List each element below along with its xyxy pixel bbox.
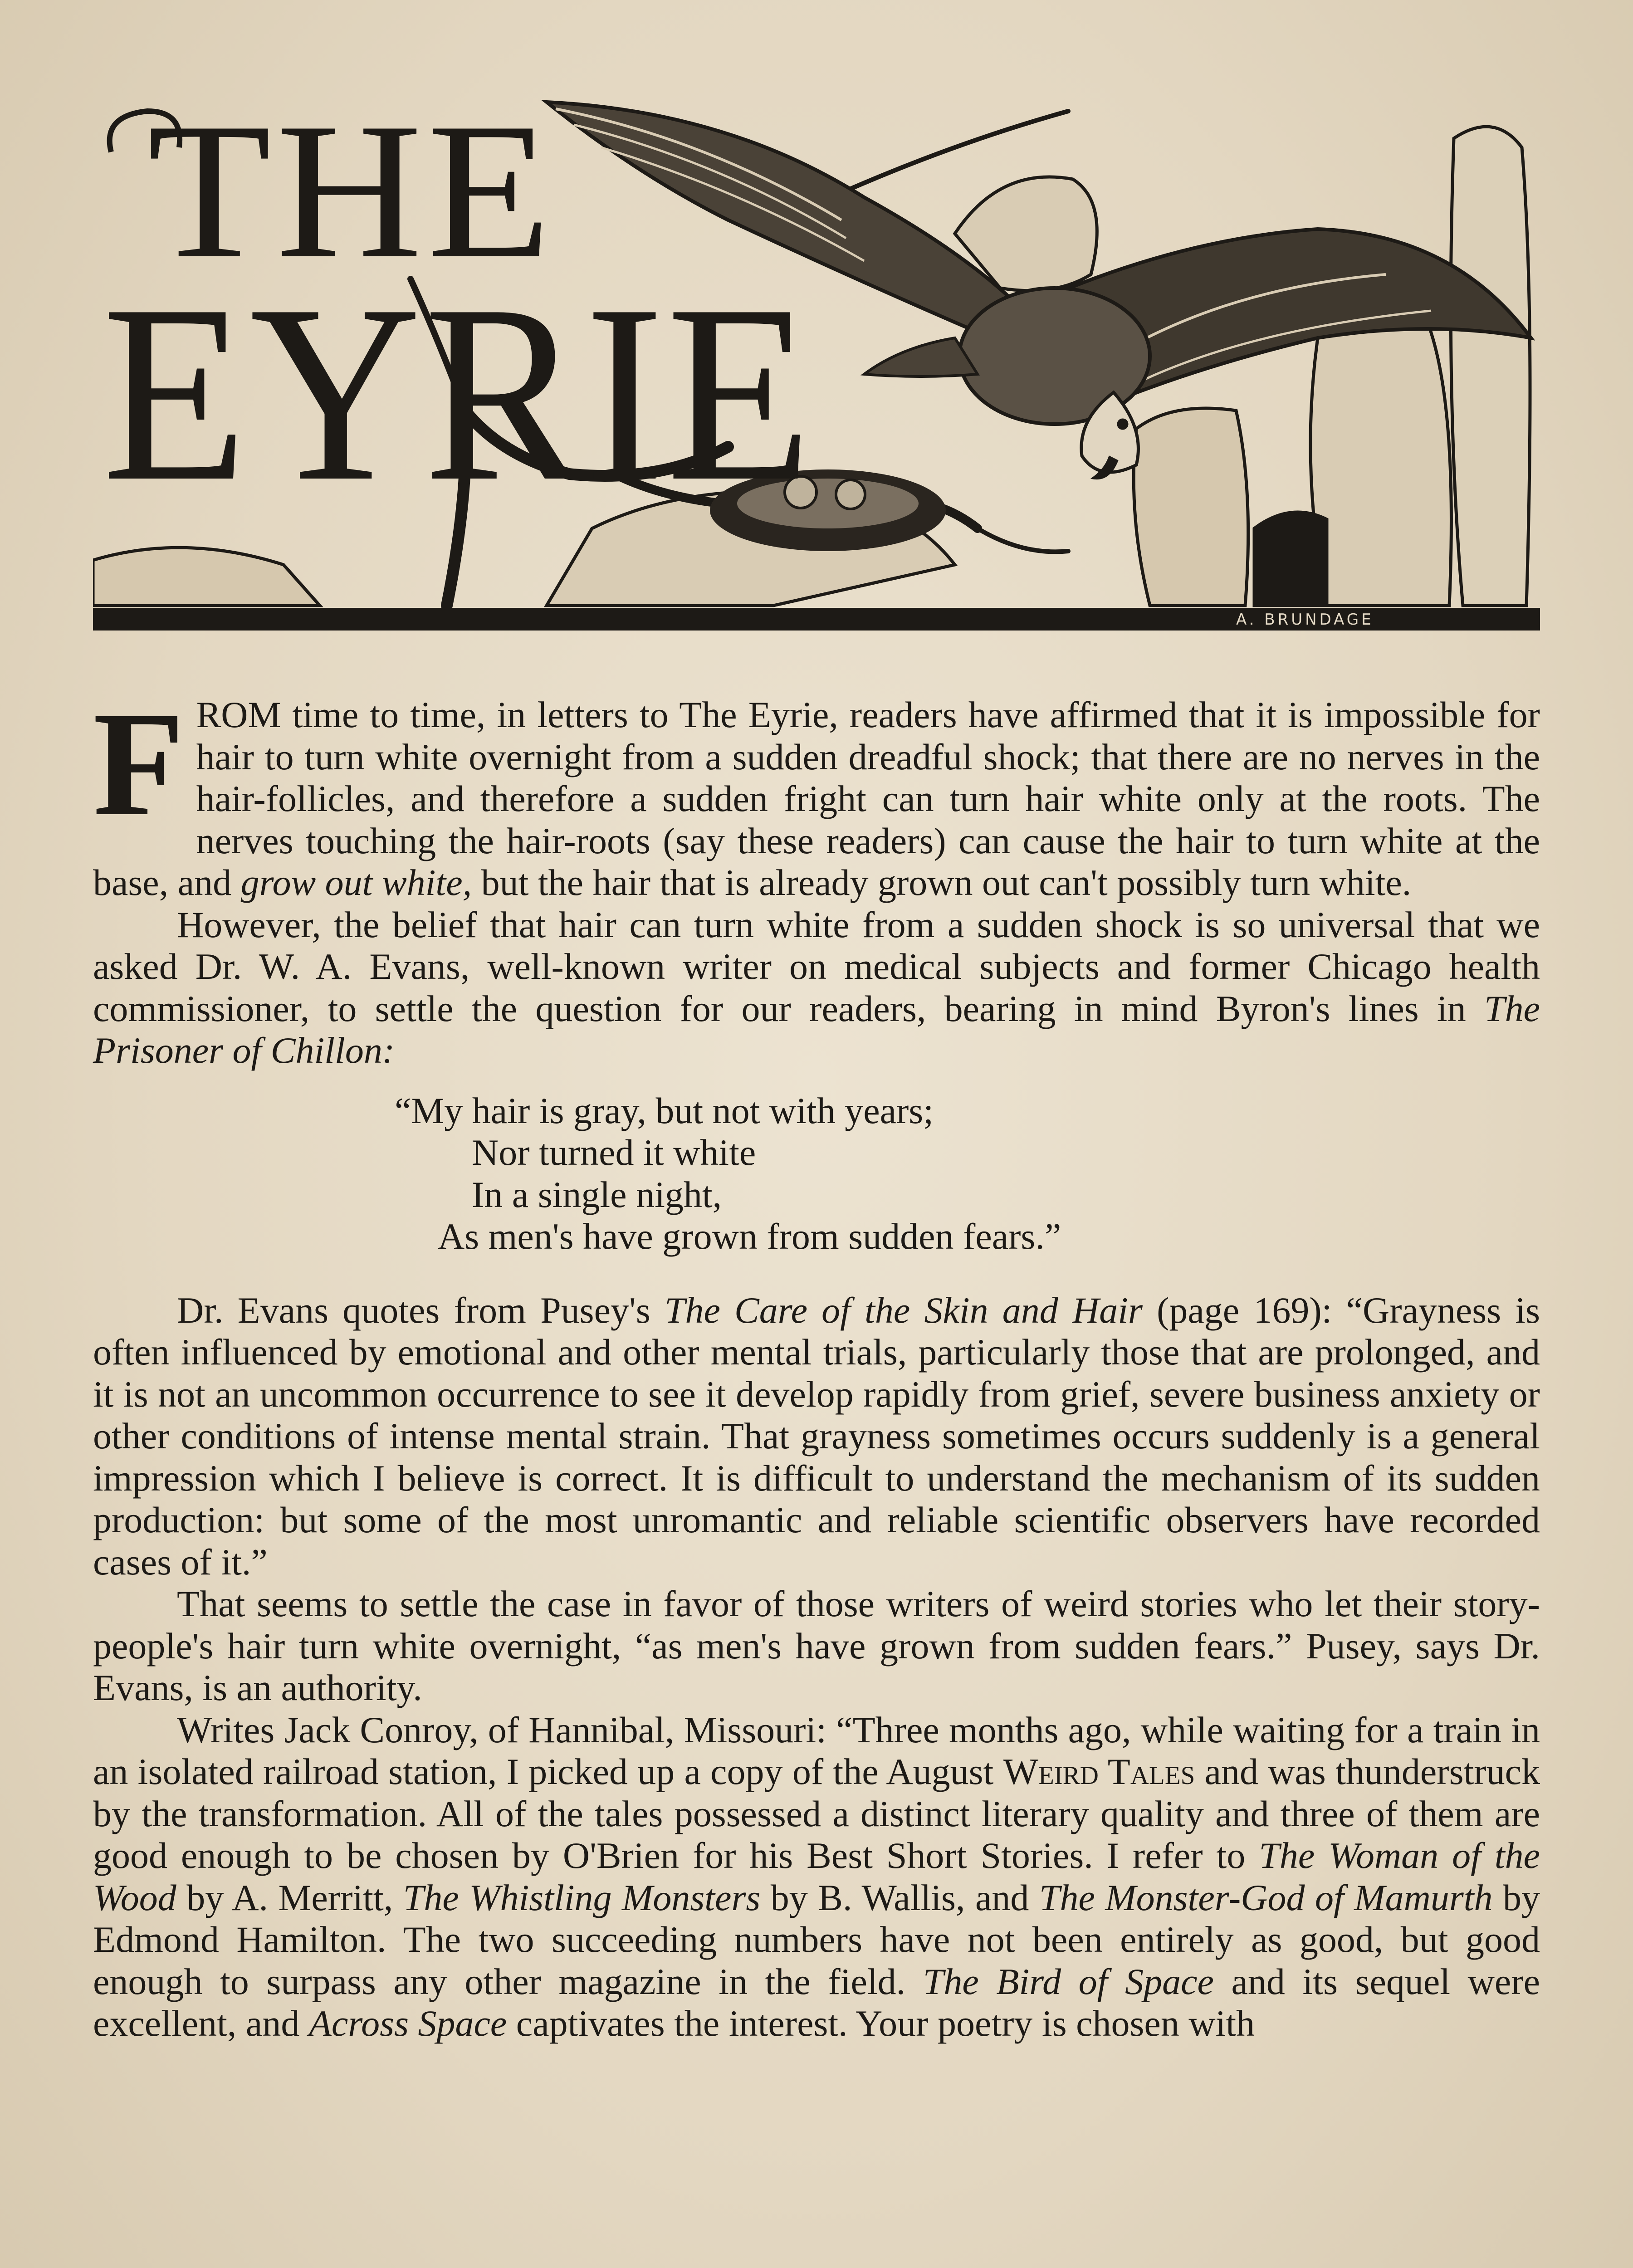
paragraph-text: (page 169): “Grayness is often influenced by emotional and other mental trials, particularly those that are prolonged, and it is not an uncommon occurrence to see it develop rapidly from grief, severe business anxiety or other conditions of intense mental strain. That grayness sometimes occurs suddenly is a general impression which I believe is correct. It is difficult to understand the mechanism of its sudden production: but some of the most unromantic and reliable scientific observers have recorded cases of it.” bbox=[93, 1289, 1540, 1583]
poem-line: As men's have grown from sudden fears.” bbox=[438, 1216, 1061, 1257]
paragraph-text: and its sequel were excellent, and bbox=[93, 1960, 1540, 2044]
article-body bbox=[93, 681, 1540, 2045]
drop-cap: F bbox=[93, 681, 185, 847]
paragraph-text: by B. Wallis, and bbox=[760, 1877, 1039, 1918]
poem-line: In a single night, bbox=[472, 1173, 722, 1215]
paragraph-4 bbox=[93, 1583, 1540, 1709]
paragraph-3 bbox=[93, 1290, 1540, 1584]
poem-line: “My hair is gray, but not with years; bbox=[395, 1090, 934, 1131]
paragraph-text: However, the belief that hair can turn white from a sudden shock is so universal that we asked Dr. W. A. Evans, well-known writer on medical subjects and former Chicago health commissioner, to settle the question for our readers, bearing in mind Byron's lines in bbox=[93, 904, 1540, 1029]
story-title: The Woman of the Wood bbox=[93, 1835, 1540, 1918]
story-title: The Monster-God of Mamurth bbox=[1039, 1877, 1493, 1918]
book-title: The Prisoner of Chillon: bbox=[93, 987, 1540, 1071]
title-line-2: EYRIE bbox=[102, 253, 814, 534]
paragraph-1 bbox=[93, 681, 1540, 904]
lead-word: ROM bbox=[196, 694, 281, 735]
paragraph-text: by A. Merritt, bbox=[176, 1877, 403, 1918]
paragraph-text: Dr. Evans quotes from Pusey's bbox=[177, 1289, 665, 1331]
poem-line: Nor turned it white bbox=[472, 1132, 756, 1173]
paragraph-text: and was thunderstruck by the transformation. All of the tales possessed a distinct literary quality and three of them are good enough to be chosen by O'Brien for his Best Short Stories. I refer to bbox=[93, 1751, 1540, 1876]
emphasis-text: grow out white, bbox=[240, 862, 472, 903]
magazine-name: Weird Tales bbox=[1003, 1751, 1195, 1792]
paragraph-text: That seems to settle the case in favor of those writers of weird stories who let their story-people's hair turn white overnight, “as men's have grown from sudden fears.” Pusey, says Dr. Evans, is an authority. bbox=[93, 1583, 1540, 1708]
poem-quote bbox=[93, 1090, 1540, 1258]
paragraph-2 bbox=[93, 904, 1540, 1072]
artist-signature: A. BRUNDAGE bbox=[1236, 611, 1374, 629]
story-title: The Bird of Space bbox=[923, 1960, 1214, 2002]
paragraph-text: captivates the interest. Your poetry is chosen with bbox=[507, 2003, 1255, 2044]
paragraph-text: by Edmond Hamilton. The two succeeding numbers have not been entirely as good, but good enough to surpass any other magazine in the field. bbox=[93, 1877, 1540, 2002]
eyrie-header-illustration bbox=[93, 84, 1540, 640]
eyrie-header bbox=[93, 84, 1540, 640]
paragraph-text: time to time, in letters to The Eyrie, readers have affirmed that it is impossible for hair to turn white overnight from a sudden dreadful shock; that there are no nerves in the hair-follicles, and therefore a sudden fright can turn hair white only at the roots. The nerves touching the hair-roots (say these readers) can cause the hair to turn white at the base, and bbox=[93, 694, 1540, 903]
paragraph-text: but the hair that is already grown out can't possibly turn white. bbox=[472, 862, 1412, 903]
story-title: Across Space bbox=[308, 2003, 507, 2044]
paragraph-text: Writes Jack Conroy, of Hannibal, Missouri: “Three months ago, while waiting for a train in an isolated railroad station, I picked up a copy of the August bbox=[93, 1709, 1540, 1792]
title-line-1: THE bbox=[147, 84, 556, 299]
book-title: The Care of the Skin and Hair bbox=[664, 1289, 1143, 1331]
paragraph-5 bbox=[93, 1709, 1540, 2045]
story-title: The Whistling Monsters bbox=[403, 1877, 761, 1918]
